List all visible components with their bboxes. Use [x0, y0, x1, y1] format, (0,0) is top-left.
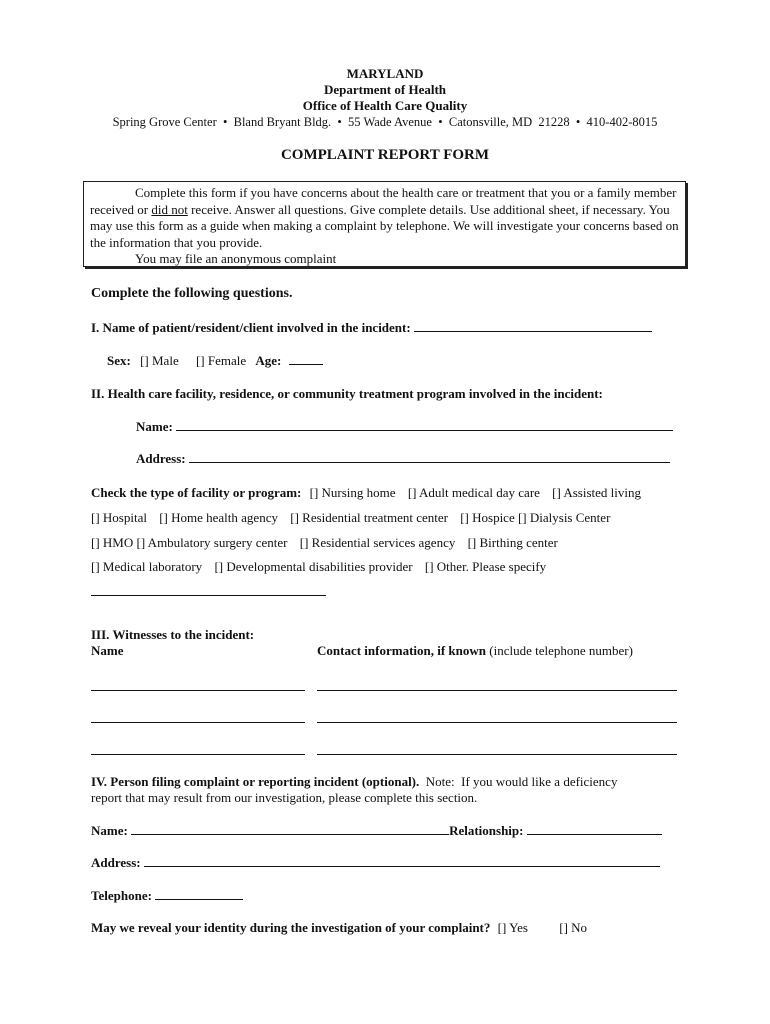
header-department: Department of Health	[323, 82, 447, 97]
checkbox-nursing-home[interactable]: [] Nursing home	[309, 485, 396, 500]
checkbox-medical-laboratory[interactable]: [] Medical laboratory	[91, 559, 203, 574]
relationship-label: Relationship:	[449, 823, 524, 838]
other-specify-field[interactable]	[91, 584, 326, 596]
male-checkbox[interactable]: [] Male	[140, 353, 179, 368]
facility-type-row-1	[91, 485, 641, 501]
header-office: Office of Health Care Quality	[302, 98, 468, 113]
form-title: COMPLAINT REPORT FORM	[280, 147, 490, 163]
complainant-telephone-row	[91, 888, 243, 904]
intro-text-after: receive. Answer all questions. Give complete details. Use additional sheet, if necessary. You may use this form as a guide when making a complaint by telephone. We will investigate your concerns based on the information that you provide.	[90, 201, 679, 250]
relationship-field[interactable]	[527, 823, 662, 835]
witness-name-field[interactable]	[91, 679, 305, 691]
complainant-address-label: Address:	[91, 855, 141, 870]
facility-type-label: Check the type of facility or program:	[91, 485, 302, 500]
witness-name-field[interactable]	[91, 711, 305, 723]
other-specify-row	[91, 584, 326, 600]
telephone-label: Telephone:	[91, 888, 152, 903]
reveal-identity-row	[91, 920, 587, 936]
sex-age-row	[107, 353, 323, 369]
contact-column-note: (include telephone number)	[486, 643, 633, 658]
witness-row	[91, 679, 305, 695]
facility-address-row	[136, 451, 670, 467]
age-field[interactable]	[289, 353, 323, 365]
witness-row	[91, 711, 305, 727]
witness-row	[91, 743, 305, 759]
intro-text-before: Complete this form if you have concerns about the health care or treatment that you or a family member received or	[90, 185, 677, 217]
sex-label: Sex:	[107, 353, 131, 368]
witness-name-column: Name	[91, 643, 124, 658]
facility-type-row-2	[91, 510, 610, 526]
reveal-question: May we reveal your identity during the investigation of your complaint?	[91, 920, 491, 935]
checkbox-assisted-living[interactable]: [] Assisted living	[552, 485, 642, 500]
intro-underlined: did not	[151, 201, 188, 217]
checkbox-residential-treatment-center[interactable]: [] Residential treatment center	[290, 510, 448, 525]
facility-type-row-3	[91, 535, 558, 551]
checkbox-hospital[interactable]: [] Hospital	[91, 510, 147, 525]
section1-label	[91, 320, 652, 336]
witness-row	[317, 711, 677, 727]
witness-row	[317, 743, 677, 759]
checkbox-developmental-disabilities[interactable]: [] Developmental disabilities provider	[214, 559, 413, 574]
header-state: MARYLAND	[346, 66, 424, 81]
female-checkbox[interactable]: [] Female	[195, 353, 247, 368]
checkbox-hmo-ambulatory[interactable]: [] HMO [] Ambulatory surgery center	[91, 535, 288, 550]
witness-contact-column	[317, 643, 633, 659]
section4-heading	[91, 774, 617, 790]
complainant-name-field[interactable]	[131, 823, 449, 835]
reveal-yes-checkbox[interactable]: [] Yes	[497, 920, 528, 935]
witness-contact-field[interactable]	[317, 711, 677, 723]
facility-address-field[interactable]	[189, 451, 670, 463]
patient-name-field[interactable]	[414, 320, 652, 332]
section3-label: III. Witnesses to the incident:	[91, 627, 255, 642]
age-label: Age:	[255, 353, 282, 368]
section4-note2: report that may result from our investigation, please complete this section.	[91, 790, 478, 805]
witness-name-field[interactable]	[91, 743, 305, 755]
reveal-no-checkbox[interactable]: [] No	[559, 920, 588, 935]
complainant-address-row	[91, 855, 660, 871]
facility-type-row-4	[91, 559, 546, 575]
section4-label: IV. Person filing complaint or reporting incident (optional).	[91, 774, 420, 789]
intro-box	[83, 181, 686, 267]
checkbox-residential-services-agency[interactable]: [] Residential services agency	[299, 535, 456, 550]
contact-column-label: Contact information, if known	[317, 643, 487, 658]
telephone-field[interactable]	[155, 888, 243, 900]
facility-address-label: Address:	[136, 451, 186, 466]
section2-label: II. Health care facility, residence, or community treatment program involved in the incident:	[91, 386, 603, 401]
complainant-name-label: Name:	[91, 823, 128, 838]
intro-anonymous: You may file an anonymous complaint	[135, 251, 337, 266]
checkbox-other[interactable]: [] Other. Please specify	[424, 559, 547, 574]
facility-name-field[interactable]	[176, 419, 673, 431]
section1-label-text: I. Name of patient/resident/client involved in the incident:	[91, 320, 411, 335]
facility-name-row	[136, 419, 673, 435]
witness-contact-field[interactable]	[317, 743, 677, 755]
checkbox-hospice-dialysis[interactable]: [] Hospice [] Dialysis Center	[460, 510, 611, 525]
witness-contact-field[interactable]	[317, 679, 677, 691]
section4-note: Note: If you would like a deficiency	[419, 774, 618, 789]
instructions: Complete the following questions.	[91, 286, 293, 301]
complainant-address-field[interactable]	[144, 855, 660, 867]
witness-row	[317, 679, 677, 695]
checkbox-home-health-agency[interactable]: [] Home health agency	[159, 510, 278, 525]
checkbox-adult-medical-day-care[interactable]: [] Adult medical day care	[407, 485, 540, 500]
facility-name-label: Name:	[136, 419, 173, 434]
checkbox-birthing-center[interactable]: [] Birthing center	[467, 535, 558, 550]
header-address: Spring Grove Center • Bland Bryant Bldg. • 55 Wade Avenue • Catonsville, MD 21228 • 410-402-8015	[112, 115, 658, 129]
intro-paragraph	[90, 185, 679, 251]
complainant-name-row	[91, 823, 662, 839]
